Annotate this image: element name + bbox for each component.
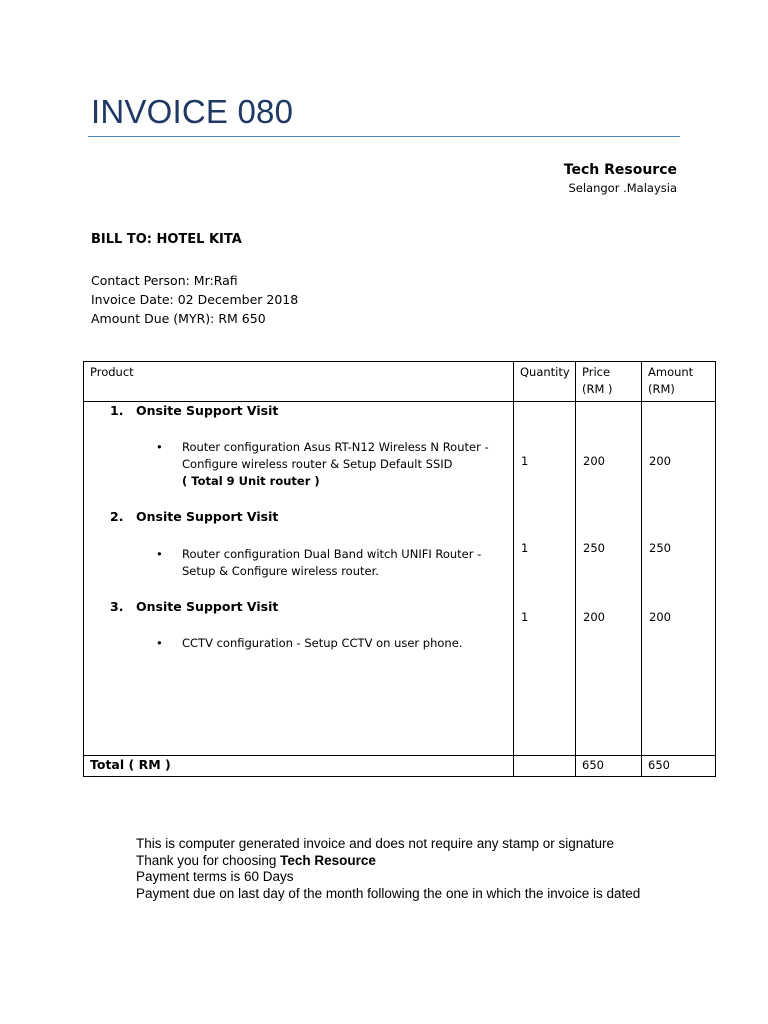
- price-cell: [576, 402, 642, 756]
- quantity-cell: [514, 402, 576, 756]
- company-block: [564, 160, 677, 196]
- footer-notes: [136, 836, 640, 902]
- item-amount: 250: [649, 541, 671, 555]
- company-name: Tech Resource: [563, 162, 677, 178]
- amount-due: Amount Due (MYR): RM 650: [91, 311, 266, 326]
- item-quantity: 1: [521, 454, 529, 468]
- bullet-icon: •: [156, 440, 163, 454]
- total-amount: 650: [642, 756, 716, 777]
- item-price: 200: [583, 454, 605, 468]
- item-quantity: 1: [521, 541, 529, 555]
- item-title: 2. Onsite Support Visit: [110, 509, 279, 524]
- company-location: Selangor .Malaysia: [568, 181, 677, 195]
- total-quantity: [514, 756, 576, 777]
- bill-to: BILL TO: HOTEL KITA: [91, 232, 242, 247]
- header-amount: Amount (RM): [642, 362, 716, 402]
- invoice-date: Invoice Date: 02 December 2018: [91, 292, 299, 307]
- footer-line: Thank you for choosing Tech Resource: [136, 852, 376, 868]
- header-price: Price (RM ): [576, 362, 642, 402]
- item-price: 200: [583, 610, 605, 624]
- title-divider: [88, 136, 680, 137]
- bullet-icon: •: [156, 636, 163, 650]
- footer-line: This is computer generated invoice and does not require any stamp or signature: [136, 836, 615, 851]
- header-product: Product: [84, 362, 514, 402]
- item-title: 1. Onsite Support Visit: [110, 403, 279, 418]
- invoice-meta: [91, 271, 298, 328]
- item-amount: 200: [649, 610, 671, 624]
- total-price: 650: [576, 756, 642, 777]
- total-label: Total ( RM ): [84, 756, 514, 777]
- table-row: [84, 402, 716, 756]
- invoice-title: INVOICE 080: [91, 93, 294, 130]
- table-header-row: [84, 362, 716, 402]
- header-quantity: Quantity: [514, 362, 576, 402]
- footer-company: Tech Resource: [280, 852, 376, 868]
- contact-person: Contact Person: Mr:Rafi: [91, 273, 238, 288]
- item-title: 3. Onsite Support Visit: [110, 599, 279, 614]
- amount-cell: [642, 402, 716, 756]
- item-price: 250: [583, 541, 605, 555]
- item-amount: 200: [649, 454, 671, 468]
- bullet-icon: •: [156, 547, 163, 561]
- item-note: ( Total 9 Unit router ): [182, 474, 320, 488]
- item-quantity: 1: [521, 610, 529, 624]
- product-cell: 1. Onsite Support Visit • Router configuration Asus RT-N12 Wireless N Router - Configure wireless router & Setup Default SSID ( Total 9 Unit router ) 2. Onsite Support Visit • Router configuration Dual Band witch UNIFI Router - Setup & Configure wireless router. 3. Onsite Support Visit • CCTV configuration - Setup CCTV on user phone.: [84, 402, 514, 756]
- line-items-table: [83, 361, 716, 777]
- table-total-row: [84, 756, 716, 777]
- footer-line: Payment terms is 60 Days: [136, 869, 294, 884]
- footer-line: Payment due on last day of the month following the one in which the invoice is dated: [136, 885, 641, 901]
